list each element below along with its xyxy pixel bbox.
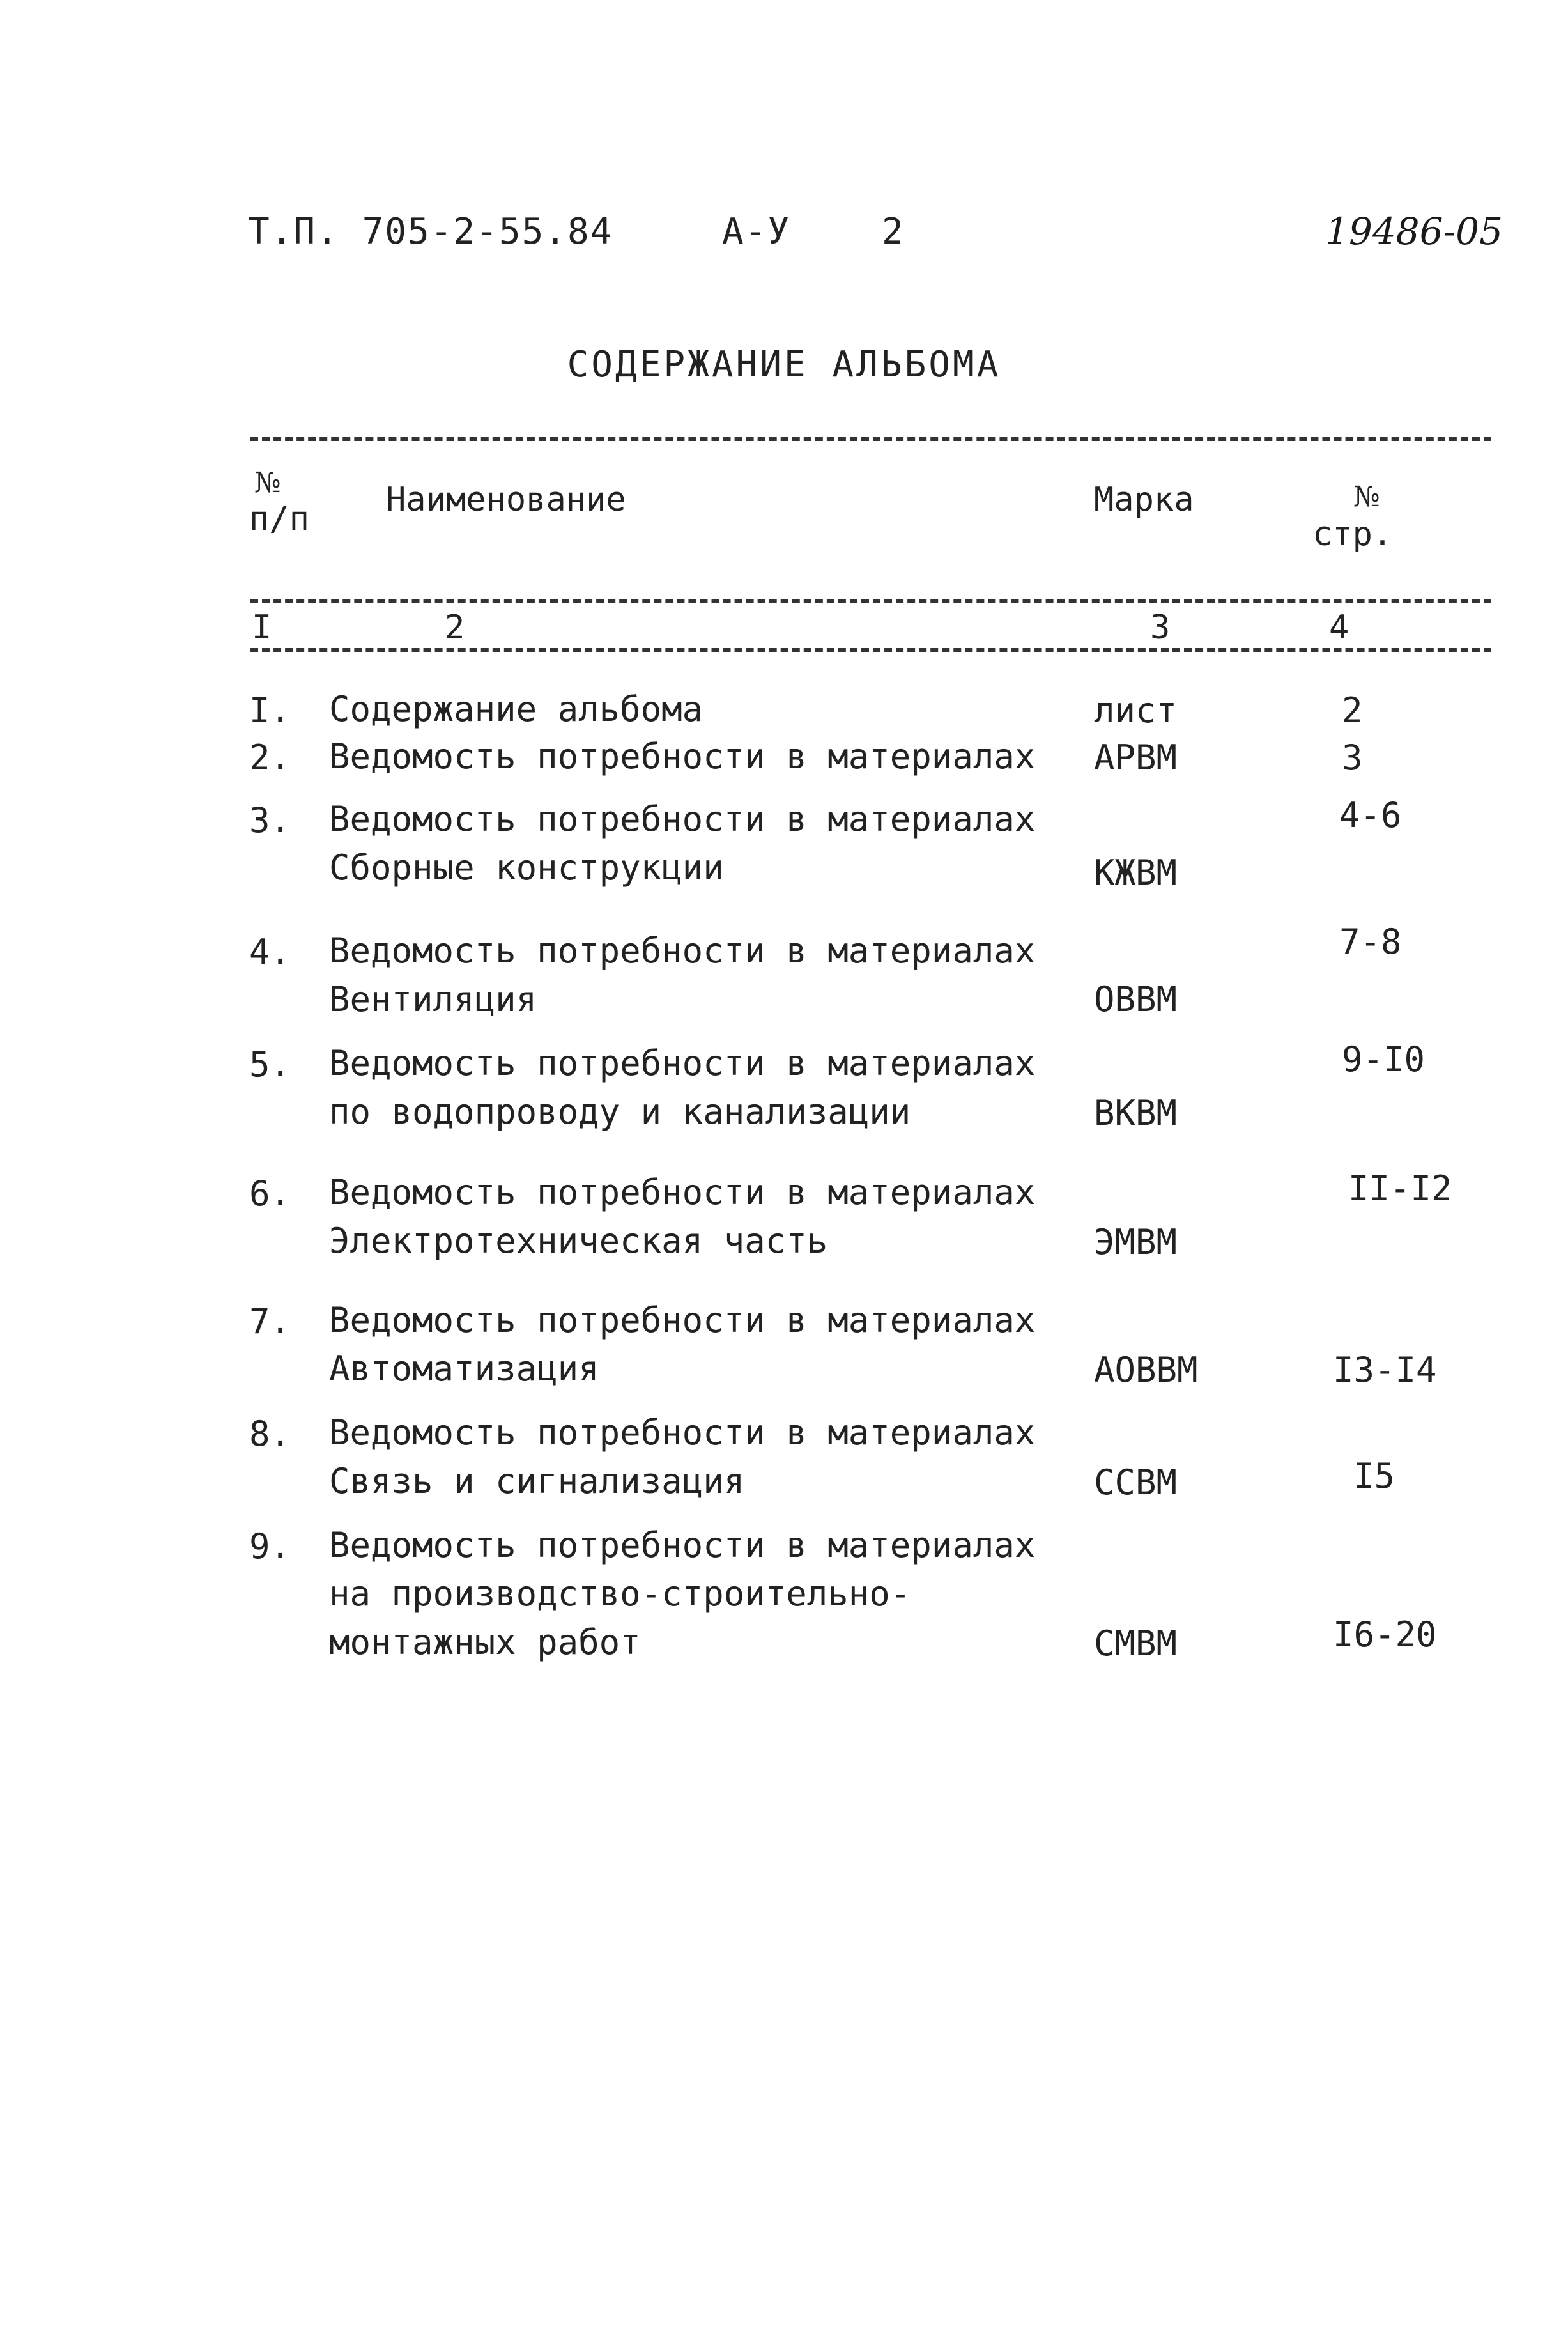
row-number: 4. xyxy=(249,932,291,972)
row-number: I. xyxy=(249,690,291,731)
row-number: 8. xyxy=(249,1414,291,1454)
row-name: Ведомость потребности в материалах Электротехническая часть xyxy=(329,1172,1036,1261)
row-name: Ведомость потребности в материалах на производство-строительно- монтажных работ xyxy=(329,1525,1036,1662)
row-mark: лист xyxy=(1094,690,1178,731)
col-index-4: 4 xyxy=(1329,608,1349,647)
col-number-label: п/п xyxy=(249,500,309,538)
handwritten-number: 19486-05 xyxy=(1325,210,1503,253)
row-name: Содержание альбома xyxy=(329,689,703,729)
row-page: 9-I0 xyxy=(1342,1039,1426,1079)
row-page: 2 xyxy=(1342,690,1363,731)
row-number: 5. xyxy=(249,1044,291,1085)
sheet-number: 2 xyxy=(882,211,905,252)
album-code: А-У xyxy=(722,211,791,252)
row-mark: ЭМВМ xyxy=(1094,1222,1178,1262)
row-name: Ведомость потребности в материалах по водопроводу и канализации xyxy=(329,1043,1036,1132)
row-page: 7-8 xyxy=(1339,922,1402,962)
row-mark: ОВВМ xyxy=(1094,979,1178,1019)
col-mark-label: Марка xyxy=(1094,481,1194,519)
divider-bottom xyxy=(250,648,1491,652)
row-name: Ведомость потребности в материалах Сборные конструкции xyxy=(329,799,1036,888)
row-page: I3-I4 xyxy=(1333,1350,1437,1390)
col-name-label: Наименование xyxy=(386,481,626,519)
row-page: I6-20 xyxy=(1333,1614,1437,1655)
row-page: I5 xyxy=(1353,1456,1395,1496)
row-mark: КЖВМ xyxy=(1094,853,1178,893)
divider-middle xyxy=(250,599,1491,603)
row-mark: ССВМ xyxy=(1094,1462,1178,1503)
row-mark: АРВМ xyxy=(1094,738,1178,778)
row-page: II-I2 xyxy=(1348,1168,1452,1209)
row-number: 9. xyxy=(249,1526,291,1566)
row-number: 3. xyxy=(249,800,291,840)
row-name: Ведомость потребности в материалах Вентиляция xyxy=(329,931,1036,1019)
row-mark: АОВВМ xyxy=(1094,1350,1198,1390)
col-index-3: 3 xyxy=(1150,608,1171,647)
col-index-2: 2 xyxy=(445,608,465,647)
row-page: 4-6 xyxy=(1339,795,1402,835)
page-title: СОДЕРЖАНИЕ АЛЬБОМА xyxy=(567,344,1001,385)
row-name: Ведомость потребности в материалах xyxy=(329,736,1036,777)
row-name: Ведомость потребности в материалах Связь и сигнализация xyxy=(329,1412,1036,1501)
row-name: Ведомость потребности в материалах Автоматизация xyxy=(329,1300,1036,1389)
col-index-1: I xyxy=(252,608,272,647)
row-number: 7. xyxy=(249,1301,291,1341)
col-page-symbol: № xyxy=(1353,481,1380,513)
divider-top xyxy=(250,437,1491,441)
document-code: Т.П. 705-2-55.84 xyxy=(248,211,613,252)
col-page-label: стр. xyxy=(1312,515,1393,553)
row-number: 2. xyxy=(249,738,291,778)
row-page: 3 xyxy=(1342,738,1363,778)
row-number: 6. xyxy=(249,1173,291,1214)
col-number-symbol: № xyxy=(254,467,281,499)
row-mark: ВКВМ xyxy=(1094,1093,1178,1133)
row-mark: СМВМ xyxy=(1094,1623,1178,1664)
